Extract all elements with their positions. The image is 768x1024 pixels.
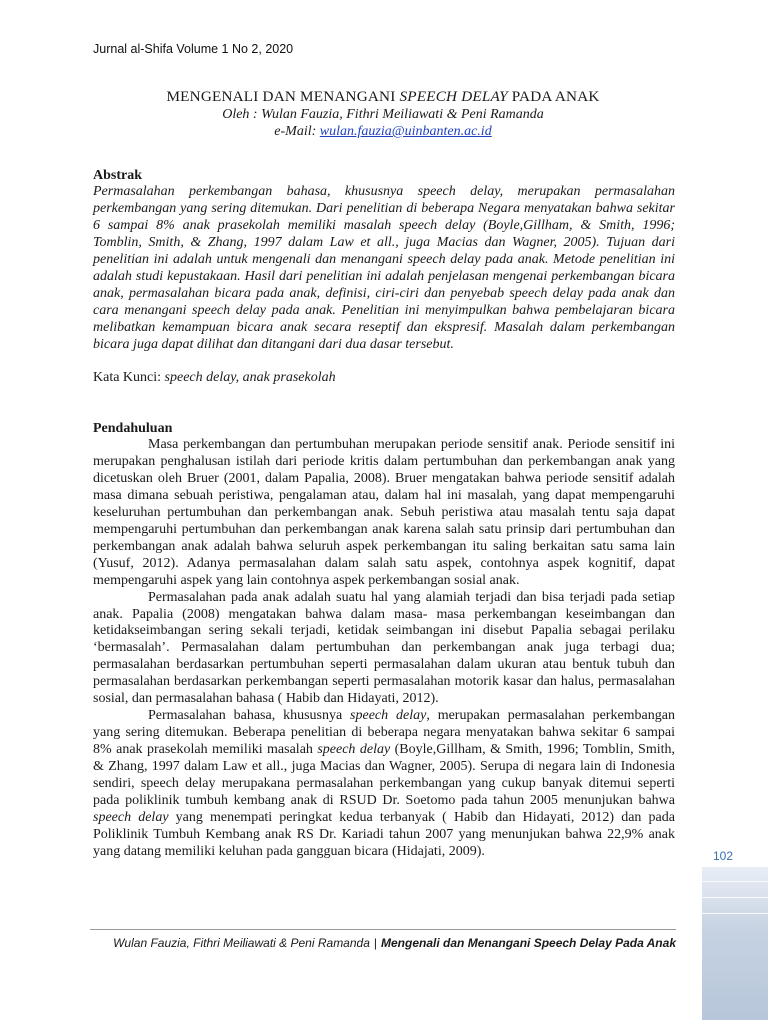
side-tab-band	[702, 913, 768, 914]
p3-italic-2: speech delay	[317, 742, 391, 758]
p3-text-c: (Boyle,Gillham, & Smith, 1996; Tomblin, Smith, & Zhang, 1997 dalam Law et all., juga Macias dan Wagner, 2005). Serupa di negara lain di Indonesia sendiri, speech delay merupakana permasalahan perkembangan yang cukup banyak ditemui seperti pada poliklinik tumbuh kembang anak di RSUD Dr. Soetomo pada tahun 2005 menunjukan bahwa	[93, 742, 675, 809]
intro-paragraph-2: Permasalahan pada anak adalah suatu hal yang alamiah terjadi dan bisa terjadi pada setiap anak. Papalia (2008) mengatakan bahwa dalam masa- masa perkembangan keseimbangan dan ketidakseimbangan sering sekali terjadi, ketidak seimbangan ini disebut Papalia sebagai perilaku ‘bermasalah’. Permasalahan dalam pertumbuhan dan perkembangan anak juga terbagi dua; permasalahan berdasarkan pertumbuhan seperti permasalahan dalam ukuran atau bentuk tubuh dan permasalahan berdasarkan perkembangan seperti permasalahan motorik kasar dan halus, permasalahan sosial, dan permasalahan bahasa ( Habib dan Hidayati, 2012).	[93, 589, 675, 707]
p3-italic-1: speech delay	[350, 708, 427, 724]
title-part-2: PADA ANAK	[507, 88, 600, 105]
side-tab-band	[702, 881, 768, 882]
side-tab-band	[702, 897, 768, 898]
author-names: Oleh : Wulan Fauzia, Fithri Meiliawati & Peni Ramanda	[222, 107, 544, 122]
footer-title: Mengenali dan Menangani Speech Delay Pada Anak	[381, 936, 676, 950]
footer-separator: |	[373, 936, 378, 950]
title-italic: SPEECH DELAY	[399, 88, 508, 105]
page-number: 102	[713, 849, 734, 863]
author-block	[90, 106, 676, 140]
intro-paragraph-3	[93, 708, 675, 861]
email-line	[90, 123, 676, 140]
abstract-heading: Abstrak	[93, 168, 143, 183]
intro-paragraph-1: Masa perkembangan dan pertumbuhan merupakan periode sensitif anak. Periode sensitif ini merupakan penghalusan istilah dari periode kritis dalam pertumbuhan dan perkembangan anak yang dicetuskan oleh Bruer (2001, dalam Papalia, 2008). Bruer mengatakan bahwa periode sensitif adalah masa dimana sebuah peristiwa, pengalaman atau, dalam hal ini masalah, yang dapat mempengaruhi keseluruhan pertumbuhan dan perkembangan anak. Sebuh peristiwa atau masalah tentu saja dapat mempengaruhi pertumbuhan dan perkembangan anak karena salah satu prinsip dari pertumbuhan dan perkembangan anak adalah bahwa seluruh aspek perkembangan itu saling berkaitan satu sama lain (Yusuf, 2012). Adanya permasalahan dalam salah satu aspek, contohnya aspek kognitif, dapat mempengaruhi aspek yang lain contohnya aspek perkembangan sosial anak.	[93, 437, 675, 588]
email-label: e-Mail:	[274, 124, 320, 139]
keywords-label: Kata Kunci:	[93, 370, 165, 385]
p3-text-a: Permasalahan bahasa, khususnya	[148, 708, 351, 724]
keywords-line	[93, 370, 336, 386]
email-link[interactable]: wulan.fauzia@uinbanten.ac.id	[319, 124, 492, 139]
p3-text-d: yang menempati peringkat kedua terbanyak ( Habib dan Hidayati, 2012) dan pada Poliklinik Tumbuh Kembang anak RS Dr. Kariadi tahun 2007 yang menunjukan bahwa 22,9% anak yang datang memiliki keluhan pada gangguan bicara (Hidajati, 2009).	[93, 809, 675, 859]
footer-divider	[90, 929, 676, 930]
p3-text-b: , merupakan permasalahan perkembangan yang sering ditemukan. Beberapa penelitian di beberapa negara menyatakan bahwa sekitar 6 sampai 8% anak prasekolah memiliki masalah	[93, 708, 675, 758]
journal-header: Jurnal al-Shifa Volume 1 No 2, 2020	[93, 42, 294, 56]
page-side-tab	[702, 867, 768, 1020]
running-footer	[90, 936, 676, 951]
keywords-value: speech delay, anak prasekolah	[164, 370, 336, 385]
introduction-heading: Pendahuluan	[93, 421, 173, 436]
abstract-text: Permasalahan perkembangan bahasa, khususnya speech delay, merupakan permasalahan perkembangan yang sering ditemukan. Dari penelitian di beberapa Negara menyatakan bahwa sekitar 6 sampai 8% anak prasekolah memiliki masalah speech delay (Boyle,Gillham, & Smith, 1996; Tomblin, Smith, & Zhang, 1997 dalam Law et all., juga Macias dan Wagner, 2005). Tujuan dari penelitian ini adalah untuk mengenali dan menangani speech delay pada anak. Metode penelitian ini adalah studi kepustakaan. Hasil dari penelitian ini adalah penjelasan mengenai perkembangan bicara anak, permasalahan bicara pada anak, definisi, ciri-ciri dan penyebab speech delay pada anak dan cara menangani speech delay pada anak. Penelitian ini menyimpulkan bahwa pembelajaran bicara melibatkan kemampuan bicara anak secara reseptif dan ekspresif. Masalah dalam perkembangan bicara juga dapat dilihat dan ditangani dari dua dasar tersebut.	[93, 184, 675, 352]
article-title	[90, 88, 676, 106]
introduction-body	[93, 437, 675, 861]
title-part-1: MENGENALI DAN MENANGANI	[166, 88, 400, 105]
p3-italic-3: speech delay	[93, 809, 169, 825]
footer-authors: Wulan Fauzia, Fithri Meiliawati & Peni Ramanda	[113, 936, 370, 950]
